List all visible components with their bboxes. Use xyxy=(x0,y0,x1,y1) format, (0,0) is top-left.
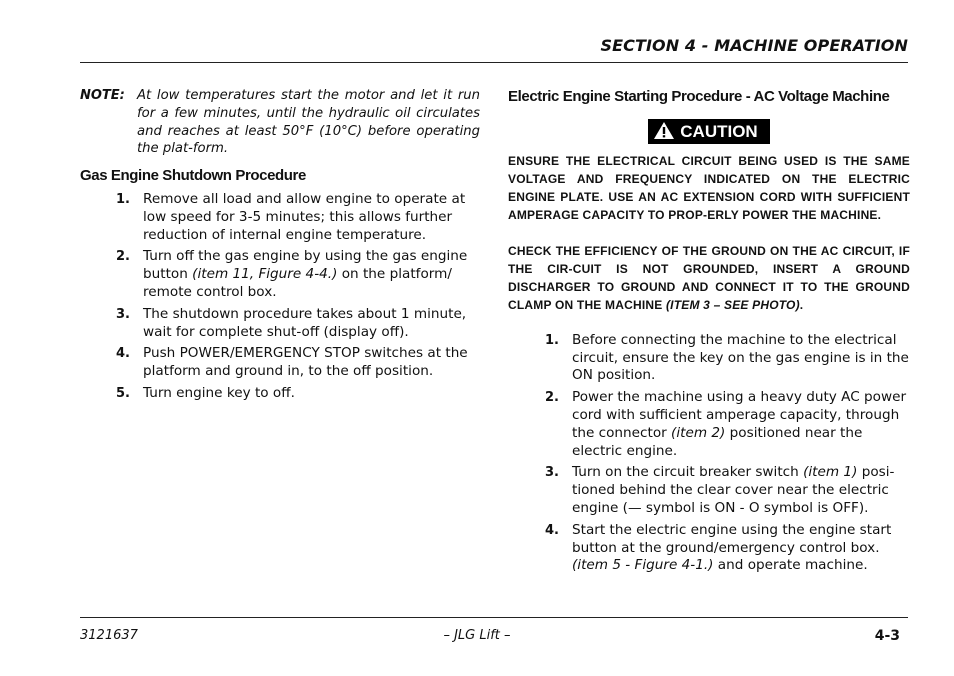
step-text-cont: on the platform/ remote control box. xyxy=(143,266,452,300)
step-text: Power the machine using a heavy duty AC power cord with sufficient amperage capacity, through the connector xyxy=(572,389,907,441)
doc-number: 3121637 xyxy=(80,628,138,643)
list-item xyxy=(80,191,480,244)
left-column xyxy=(80,87,480,407)
caution-label: CAUTION xyxy=(680,121,758,141)
step-text: Before connecting the machine to the electrical circuit, ensure the key on the gas engine is in the ON position. xyxy=(572,331,909,384)
step-reference: (item 11, Figure 4-4.) xyxy=(192,266,338,283)
step-text: The shutdown procedure takes about 1 minute, wait for complete shut-off (display off). xyxy=(143,305,467,340)
warning-ground-main: CHECK THE EFFICIENCY OF THE GROUND ON THE AC CIRCUIT, IF THE CIR-CUIT IS NOT GROUNDED, INSERT A GROUND DISCHARGER TO GROUND AND CONNECT IT TO THE GROUND CLAMP ON THE MACHINE xyxy=(508,243,910,312)
step-number: 3. xyxy=(545,465,559,481)
note-text: At low temperatures start the motor and let it run for a few minutes, until the hydraulic oil circulates and reaches at least 50°F (10°C) before operating the plat-form. xyxy=(137,88,480,157)
warning-text-ground xyxy=(508,242,910,314)
electric-start-steps xyxy=(508,332,910,575)
footer-rule xyxy=(80,617,908,618)
step-reference: (item 5 - Figure 4-1.) xyxy=(572,557,714,574)
header-rule xyxy=(80,62,908,63)
step-text: Turn off the gas engine by using the gas engine button xyxy=(143,248,468,283)
gas-shutdown-steps xyxy=(80,191,480,403)
step-number: 2. xyxy=(116,249,130,265)
list-item xyxy=(508,522,910,575)
step-text-cont: posi-tioned behind the clear cover near the electric engine (— symbol is ON - O symbol is OFF). xyxy=(572,464,895,516)
step-number: 3. xyxy=(116,306,130,322)
list-item xyxy=(508,464,910,517)
step-number: 1. xyxy=(545,332,559,348)
list-item xyxy=(80,385,480,403)
step-number: 4. xyxy=(116,346,130,362)
step-text: Turn engine key to off. xyxy=(143,384,295,401)
page-number: 4-3 xyxy=(874,628,900,644)
step-reference: (item 2) xyxy=(671,424,726,441)
list-item xyxy=(80,248,480,301)
step-text: Start the electric engine using the engine start button at the ground/emergency control box. xyxy=(572,521,892,556)
note-label: NOTE: xyxy=(80,88,125,103)
warning-text-voltage: ENSURE THE ELECTRICAL CIRCUIT BEING USED IS THE SAME VOLTAGE AND FREQUENCY INDICATED ON THE ELECTRIC ENGINE PLATE. USE AN AC EXTENSION CORD WITH SUFFICIENT AMPERAGE CAPACITY TO PROP-ERLY POWER THE MACHINE. xyxy=(508,153,910,222)
step-text: Turn on the circuit breaker switch xyxy=(572,464,804,481)
warning-ground-end: . xyxy=(799,297,804,312)
gas-shutdown-heading: Gas Engine Shutdown Procedure xyxy=(80,167,306,185)
note-block xyxy=(80,87,480,158)
list-item xyxy=(80,345,480,381)
list-item xyxy=(508,389,910,460)
step-text: Remove all load and allow engine to operate at low speed for 3-5 minutes; this allows further reduction of internal engine temperature. xyxy=(143,190,466,243)
step-number: 4. xyxy=(545,522,559,538)
warning-triangle-icon xyxy=(654,122,674,139)
electric-start-heading: Electric Engine Starting Procedure - AC Voltage Machine xyxy=(508,88,890,105)
caution-banner xyxy=(648,119,769,144)
step-reference: (item 1) xyxy=(803,464,858,481)
list-item xyxy=(80,306,480,342)
step-text-cont: and operate machine. xyxy=(713,557,868,574)
caution-banner-wrap xyxy=(508,119,910,144)
section-title: SECTION 4 - MACHINE OPERATION xyxy=(600,36,908,55)
footer-brand: – JLG Lift – xyxy=(443,628,511,643)
step-number: 2. xyxy=(545,390,559,406)
right-column xyxy=(508,87,910,579)
step-text-cont: positioned near the electric engine. xyxy=(572,424,863,459)
list-item xyxy=(508,332,910,385)
warning-ground-reference: (ITEM 3 – SEE PHOTO) xyxy=(665,297,800,312)
step-number: 1. xyxy=(116,191,130,207)
step-number: 5. xyxy=(116,385,130,401)
step-text: Push POWER/EMERGENCY STOP switches at the platform and ground in, to the off position. xyxy=(143,345,468,380)
